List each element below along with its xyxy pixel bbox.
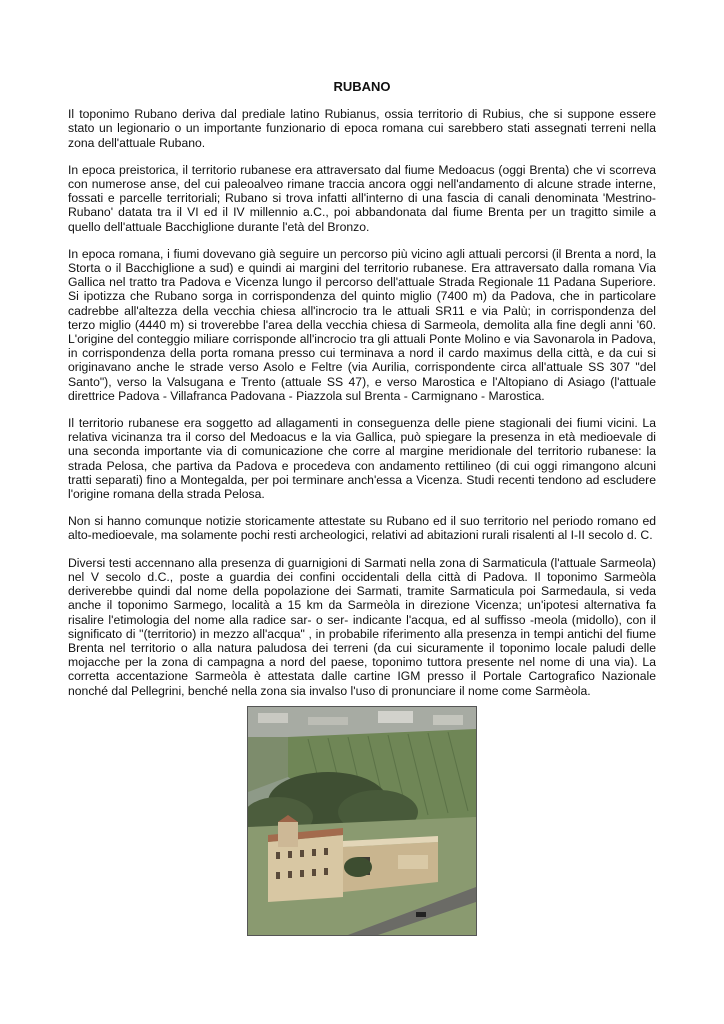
aerial-photo-image (248, 707, 476, 935)
aerial-photo (247, 706, 477, 936)
document-body (68, 80, 656, 711)
paragraph-early-medieval: Non si hanno comunque notizie storicamente attestate su Rubano ed il suo territorio nel periodo romano ed alto-medioevale, ma solamente pochi resti archeologici, relativi ad abitazioni rurali risalenti al I-II secolo d. C. (68, 514, 656, 543)
paragraph-roman-era: In epoca romana, i fiumi dovevano già seguire un percorso più vicino agli attuali percorsi (il Brenta a nord, la Storta o il Bacchiglione a sud) e quindi ai margini del territorio rubanese. Era attraversato dalla romana Via Gallica nel tratto tra Padova e Vicenza lungo il percorso dell'attuale Strada Regionale 11 Padana Superiore. Si ipotizza che Rubano sorga in corrispondenza del quinto miglio (7400 m) da Padova, che in particolare cadrebbe all'altezza della vecchia chiesa all'incrocio tra le attuali SR11 e via Palù; in corrispondenza del terzo miglio (4440 m) si troverebbe l'area della vecchia chiesa di Sarmeola, demolita alla fine degli anni '60. L'origine del conteggio miliare corrisponde all'incrocio tra gli attuali Ponte Molino e via Savonarola in Padova, in corrispondenza della porta romana presso cui terminava a nord il cardo maximus della città, e da cui si originavano anche le strade verso Asolo e Feltre (via Aurilia, corrispondente circa all'attuale SS 307 "del Santo"), verso la Valsugana e Trento (attuale SS 47), e verso Marostica e l'Altopiano di Asiago (l'attuale direttrice Padova - Villafranca Padovana - Piazzola sul Brenta - Carmignano - Marostica. (68, 246, 656, 403)
paragraph-sarmeola: Diversi testi accennano alla presenza di guarnigioni di Sarmati nella zona di Sarmaticula (l'attuale Sarmeola) nel V secolo d.C., poste a guardia dei confini occidentali della città di Padova. Il toponimo Sarmeòla deriverebbe quindi dal nome della popolazione dei Sarmati, tramite Sarmaticula poi Sarmedaula, si veda anche il toponimo Sarmego, località a 15 km da Sarmeòla in direzione Vicenza; un'ipotesi alternativa fa risalire l'etimologia del nome alla radice sar- o ser- indicante l'acqua, ed al suffisso -meola (midollo), con il significato di "(territorio) in mezzo all'acqua" , in probabile riferimento alla presenza in tempi antichi del fiume Brenta nel territorio o alla natura paludosa dei terreni (da cui sicuramente il toponimo locale paludi delle mojacche per la zona di campagna a nord del paese, toponimo tuttora presente nel nome di una via). La corretta accentazione Sarmeòla è attestata dalle cartine IGM presso il Portale Cartografico Nazionale nonché dal Pellegrini, benché nella zona sia invalso l'uso di pronunciare il nome come Sarmèola. (68, 555, 656, 698)
paragraph-floods: Il territorio rubanese era soggetto ad allagamenti in conseguenza delle piene stagionali dei fiumi vicini. La relativa vicinanza tra il corso del Medoacus e la via Gallica, può spiegare la presenza in età medioevale di una seconda importante via di comunicazione che corre al margine meridionale del territorio rubanese: la strada Pelosa, che partiva da Padova e procedeva con andamento rettilineo (di cui oggi rimangono alcuni tratti separati) fino a Montegalda, per poi terminare anch'essa a Vicenza. Studi recenti tendono ad escludere l'origine romana della strada Pelosa. (68, 416, 656, 502)
paragraph-prehistory: In epoca preistorica, il territorio rubanese era attraversato dal fiume Medoacus (oggi Brenta) che vi scorreva con numerose anse, del cui paleoalveo rimane traccia ancora oggi nell'andamento di alcune strade interne, fossati e parcelle territoriali; Rubano si trova infatti all'interno di una fascia di canali denominata 'Mestrino-Rubano' datata tra il VI ed il IV millennio a.C., poi abbandonata dal fiume Brenta per un tragitto simile a quello dell'attuale Bacchiglione durante l'età del Bronzo. (68, 162, 656, 234)
document-title: RUBANO (333, 79, 391, 94)
paragraph-toponym: Il toponimo Rubano deriva dal prediale latino Rubianus, ossia territorio di Rubius, che si suppone essere stato un legionario o un importante funzionario di epoca romana cui sarebbero stati assegnati terreni nella zona dell'attuale Rubano. (68, 107, 656, 150)
